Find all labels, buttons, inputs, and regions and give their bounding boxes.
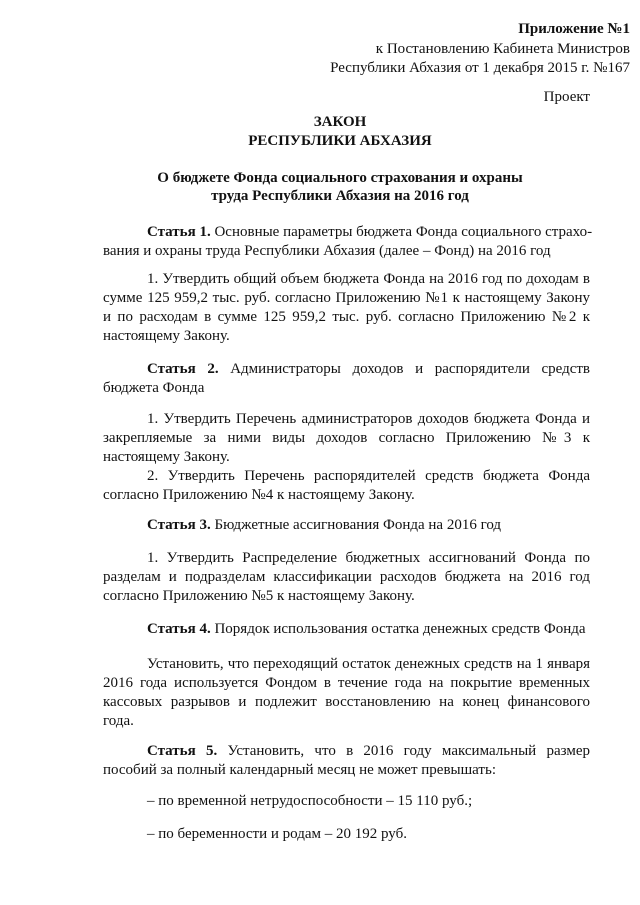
article-4-text: 2016 года используется Фондом в течение года на покрытие временных xyxy=(103,675,590,691)
draft-label: Проект xyxy=(543,89,590,105)
article-4-text: года. xyxy=(103,713,134,729)
article-1-text: сумме 125 959,2 тыс. руб. согласно Приложению №1 к настоящему Закону xyxy=(103,290,590,306)
article-1-text: 1. Утвердить общий объем бюджета Фонда на 2016 год по доходам в xyxy=(147,271,590,287)
article-5-item: – по беременности и родам – 20 192 руб. xyxy=(147,826,407,842)
article-1-text: настоящему Закону. xyxy=(103,328,230,344)
article-1-heading: вания и охраны труда Республики Абхазия (далее – Фонд) на 2016 год xyxy=(103,243,551,259)
article-5-item: – по временной нетрудоспособности – 15 110 руб.; xyxy=(147,793,473,809)
article-2-text: 2. Утвердить Перечень распорядителей средств бюджета Фонда xyxy=(147,468,590,484)
article-2-text: настоящему Закону. xyxy=(103,449,230,465)
article-4-text: Установить, что переходящий остаток денежных средств на 1 января xyxy=(147,656,590,672)
article-1-heading: Статья 1. Основные параметры бюджета Фонда социального страхо- xyxy=(147,224,593,240)
article-4-heading: Статья 4. Порядок использования остатка денежных средств Фонда xyxy=(147,621,586,637)
appendix-number: Приложение №1 xyxy=(518,21,630,37)
law-subject: труда Республики Абхазия на 2016 год xyxy=(211,188,469,204)
article-3-heading: Статья 3. Бюджетные ассигнования Фонда на 2016 год xyxy=(147,517,502,533)
article-3-text: 1. Утвердить Распределение бюджетных ассигнований Фонда по xyxy=(147,550,590,566)
law-title: ЗАКОН xyxy=(313,114,367,130)
law-republic: РЕСПУБЛИКИ АБХАЗИЯ xyxy=(248,133,432,149)
law-subject: О бюджете Фонда социального страхования и охраны xyxy=(157,170,523,186)
article-2-heading: бюджета Фонда xyxy=(103,380,205,396)
article-4-text: кассовых разрывов и подлежит восстановлению на конец финансового xyxy=(103,694,590,710)
appendix-line: к Постановлению Кабинета Министров xyxy=(375,41,630,57)
article-2-heading: Статья 2. Администраторы доходов и распорядители средств xyxy=(147,361,591,377)
article-2-text: закрепляемые за ними виды доходов согласно Приложению №3 к xyxy=(103,430,590,446)
article-3-text: согласно Приложению №5 к настоящему Закону. xyxy=(103,588,415,604)
article-1-text: и по расходам в сумме 125 959,2 тыс. руб. согласно Приложению №2 к xyxy=(103,309,590,325)
article-5-heading: пособий за полный календарный месяц не может превышать: xyxy=(103,762,496,778)
article-2-text: 1. Утвердить Перечень администраторов доходов бюджета Фонда и xyxy=(147,411,590,427)
article-3-text: разделам и подразделам классификации расходов бюджета на 2016 год xyxy=(103,569,590,585)
article-5-heading: Статья 5. Установить, что в 2016 году максимальный размер xyxy=(147,743,590,759)
appendix-line: Республики Абхазия от 1 декабря 2015 г. №167 xyxy=(330,60,630,76)
article-2-text: согласно Приложению №4 к настоящему Закону. xyxy=(103,487,415,503)
